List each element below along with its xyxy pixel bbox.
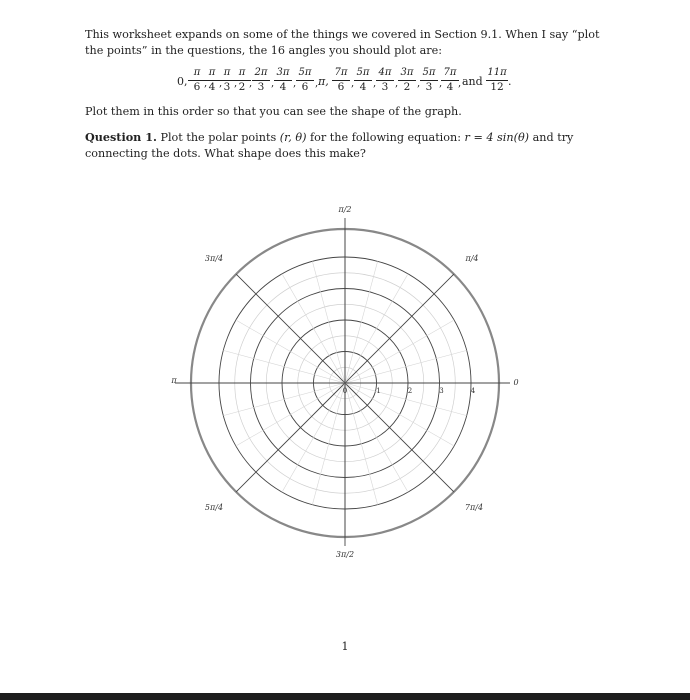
fraction-numerator: 7π <box>334 67 348 78</box>
fraction-numerator: 5π <box>356 67 370 78</box>
plot-instruction: Plot them in this order so that you can see the shape of the graph. <box>85 105 462 118</box>
fraction-numerator: π <box>238 67 246 78</box>
fraction-denominator: 3 <box>223 81 231 93</box>
minor-ray <box>312 261 345 383</box>
polar-point: (r, θ) <box>279 131 307 144</box>
minor-ray <box>312 383 348 505</box>
radial-tick-label: 4 <box>470 387 476 395</box>
question-text-c: and try connecting the dots. What shape does this make? <box>85 131 574 160</box>
question-label: Question 1. <box>85 130 157 144</box>
fraction-numerator: 3π <box>276 67 290 78</box>
angle-label-top-right: π/4 <box>465 254 479 263</box>
viewer-bottom-bar <box>0 693 690 700</box>
fraction-numerator: 11π <box>487 67 507 78</box>
fraction-numerator: π <box>223 67 231 78</box>
minor-ray <box>282 383 348 492</box>
fraction-numerator: π <box>193 67 201 78</box>
radial-tick-label: 3 <box>439 387 444 395</box>
angle-label-top-left: 3π/4 <box>204 254 224 263</box>
fraction-numerator: 7π <box>443 67 457 78</box>
question-text-b: for the following equation: <box>310 131 461 144</box>
fraction-denominator: 3 <box>381 81 389 93</box>
angle-pi: π, <box>318 75 329 88</box>
final-period: . <box>508 75 512 88</box>
intro-text: This worksheet expands on some of the things we covered in Section 9.1. When I say “plot the points” in the questions, the 16 angles you should plot are: <box>85 28 600 57</box>
fraction-denominator: 6 <box>301 81 309 93</box>
and-word: and <box>462 75 483 88</box>
fraction-numerator: 4π <box>378 67 392 78</box>
fraction-numerator: π <box>208 67 216 78</box>
minor-ray <box>345 261 378 383</box>
minor-ray <box>345 320 454 383</box>
fraction-denominator: 4 <box>446 81 454 93</box>
minor-ray <box>345 350 467 383</box>
fraction-denominator: 2 <box>403 81 411 93</box>
radial-tick-label: 2 <box>407 387 413 395</box>
fraction-denominator: 2 <box>238 81 246 93</box>
minor-ray <box>223 350 345 383</box>
angle-label-bottom: 3π/2 <box>335 550 355 559</box>
fraction-numerator: 2π <box>254 67 268 78</box>
minor-ray <box>342 383 454 446</box>
major-ray <box>345 274 454 383</box>
fraction-denominator: 4 <box>359 81 367 93</box>
grid-rays <box>175 218 510 546</box>
minor-ray <box>342 383 381 505</box>
fraction-numerator: 5π <box>422 67 436 78</box>
major-ray <box>236 274 345 383</box>
fraction-denominator: 3 <box>425 81 433 93</box>
minor-ray <box>345 274 408 383</box>
page-number: 1 <box>341 640 349 653</box>
equation: r = 4 sin(θ) <box>464 131 530 144</box>
angle-label-right: 0 <box>513 378 519 387</box>
angle-zero: 0, <box>177 75 188 88</box>
minor-ray <box>342 383 408 492</box>
fraction-denominator: 12 <box>490 81 504 93</box>
fraction-denominator: 6 <box>337 81 345 93</box>
radial-tick-label: 1 <box>376 387 381 395</box>
radial-tick-labels <box>343 387 476 395</box>
minor-ray <box>342 383 467 416</box>
fraction-numerator: 5π <box>298 67 312 78</box>
fraction-denominator: 4 <box>279 81 287 93</box>
major-ray <box>236 383 348 492</box>
question-text-a: Plot the polar points <box>160 131 277 144</box>
fraction-denominator: 3 <box>257 81 265 93</box>
angle-label-left: π <box>171 376 177 385</box>
minor-ray <box>236 383 348 446</box>
major-ray <box>342 383 454 492</box>
minor-ray <box>282 274 345 383</box>
angle-label-bottom-right: 7π/4 <box>464 503 484 512</box>
fraction-denominator: 4 <box>208 81 216 93</box>
angle-label-top: π/2 <box>338 205 352 214</box>
fraction-numerator: 3π <box>400 67 414 78</box>
angle-list: 0, π 6 , π 4 , π 3 , π 2 , 2π 3 , 3π 4 , 5π 6 , π, 7π 6 , 5π 4 , 4π 3 , 3π 2 , 5π 3 , 7π 4 , and 11π 12 . <box>177 67 512 93</box>
minor-ray <box>223 383 348 416</box>
radial-tick-label: 0 <box>342 387 348 395</box>
fraction-denominator: 6 <box>193 81 201 93</box>
minor-ray <box>236 320 345 383</box>
angle-label-bottom-left: 5π/4 <box>204 503 224 512</box>
